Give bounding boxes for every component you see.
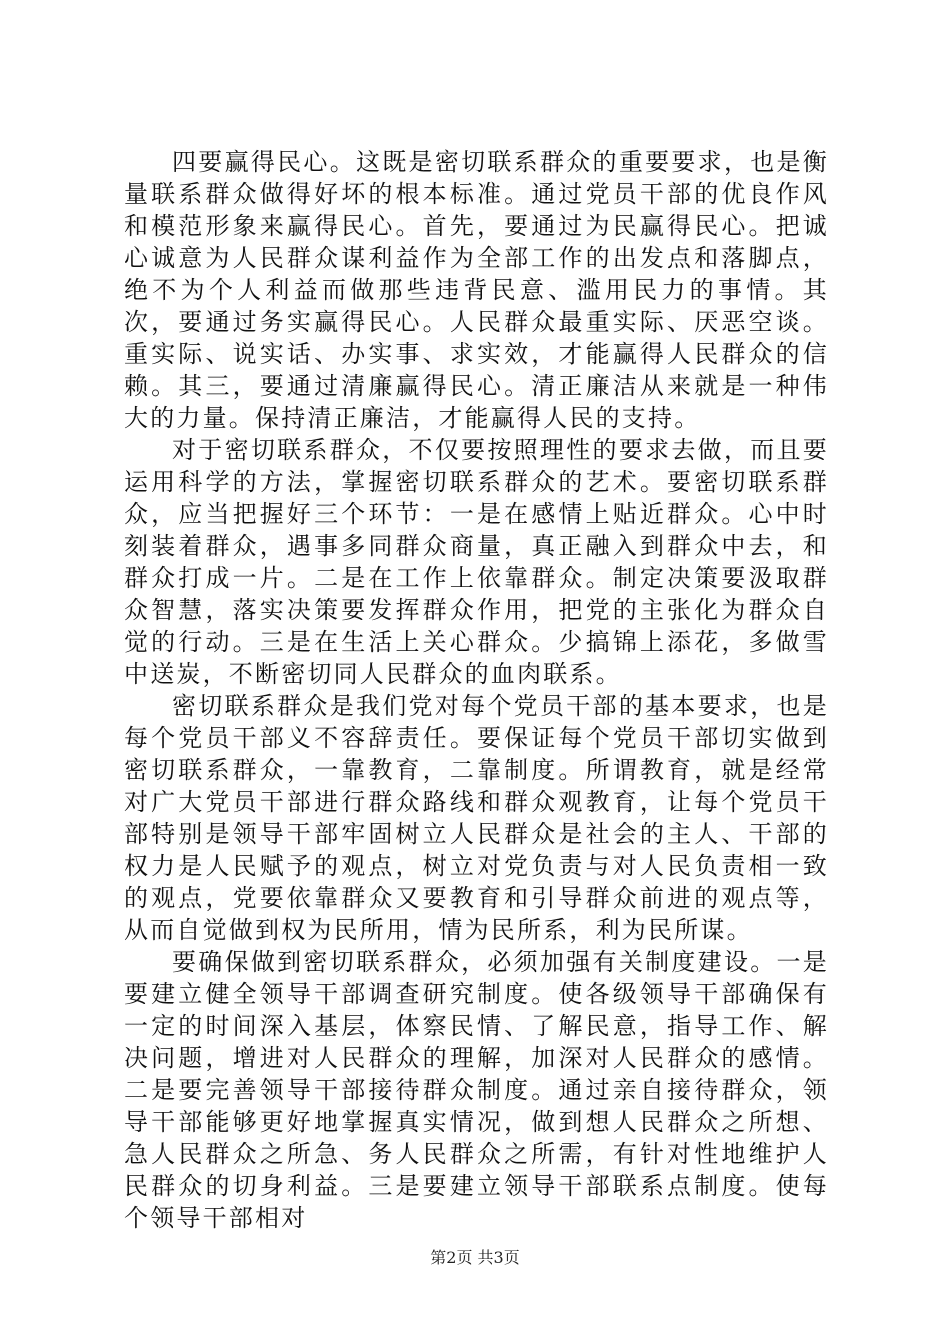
paragraph-3: 密切联系群众是我们党对每个党员干部的基本要求，也是每个党员干部义不容辞责任。要保证每个党员干部切实做到密切联系群众，一靠教育，二靠制度。所谓教育，就是经常对广大党员干部进行群众路线和群众观教育，让每个党员干部特别是领导干部牢固树立人民群众是社会的主人、干部的权力是人民赋予的观点，树立对党负责与对人民负责相一致的观点，党要依靠群众又要教育和引导群众前进的观点等，从而自觉做到权为民所用，情为民所系，利为民所谋。 — [124, 692, 829, 944]
page-footer — [0, 1245, 950, 1268]
paragraph-4: 要确保做到密切联系群众，必须加强有关制度建设。一是要建立健全领导干部调查研究制度。使各级领导干部确保有一定的时间深入基层，体察民情、了解民意，指导工作、解决问题，增进对人民群众的理解，加深对人民群众的感情。二是要完善领导干部接待群众制度。通过亲自接待群众，领导干部能够更好地掌握真实情况，做到想人民群众之所想、急人民群众之所急、务人民群众之所需，有针对性地维护人民群众的切身利益。三是要建立领导干部联系点制度。使每个领导干部相对 — [124, 948, 829, 1232]
page-number-label: 第2页 共3页 — [430, 1248, 520, 1267]
paragraph-1: 四要赢得民心。这既是密切联系群众的重要要求，也是衡量联系群众做得好坏的根本标准。通过党员干部的优良作风和模范形象来赢得民心。首先，要通过为民赢得民心。把诚心诚意为人民群众谋利益作为全部工作的出发点和落脚点，绝不为个人利益而做那些违背民意、滥用民力的事情。其次，要通过务实赢得民心。人民群众最重实际、厌恶空谈。重实际、说实话、办实事、求实效，才能赢得人民群众的信赖。其三，要通过清廉赢得民心。清正廉洁从来就是一种伟大的力量。保持清正廉洁，才能赢得人民的支持。 — [124, 148, 829, 432]
document-body — [124, 146, 829, 1234]
paragraph-2: 对于密切联系群众，不仅要按照理性的要求去做，而且要运用科学的方法，掌握密切联系群众的艺术。要密切联系群众，应当把握好三个环节：一是在感情上贴近群众。心中时刻装着群众，遇事多同群众商量，真正融入到群众中去，和群众打成一片。二是在工作上依靠群众。制定决策要汲取群众智慧，落实决策要发挥群众作用，把党的主张化为群众自觉的行动。三是在生活上关心群众。少搞锦上添花，多做雪中送炭，不断密切同人民群众的血肉联系。 — [124, 436, 829, 688]
